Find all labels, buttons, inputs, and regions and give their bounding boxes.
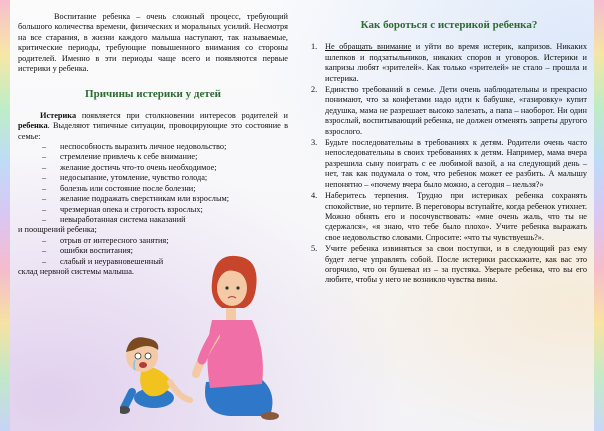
list-item: – недосыпание, утомление, чувство голода;: [42, 173, 208, 183]
causes-paragraph: [18, 111, 288, 142]
list-item: – желание подражать сверстникам или взрослым;: [42, 194, 230, 204]
mother-shoe: [261, 412, 279, 420]
mother-eye-right: [236, 286, 239, 289]
list-item: – стремление привлечь к себе внимание;: [42, 152, 198, 162]
causes-heading: Причины истерики у детей: [85, 88, 221, 101]
list-item: 3. Будьте последовательны в требованиях к детям. Родители очень часто непоследовательны в своих требованиях к детям. Например, мама вчера разрешила сыну поиграть с ее любимой вазой, а на следующий день – нет, так как подумала о том, что ребенок может ее разбить. А малышу непонятно – «почему вчера было можно, а сегодня – нельзя?»: [311, 138, 587, 189]
bullet-continuation: и поощрений ребенка;: [18, 225, 97, 235]
mother-eye-left: [225, 286, 228, 289]
list-item: – слабый и неуравновешенный: [42, 256, 164, 266]
list-item: – неспособность выразить личное недовольство;: [42, 142, 227, 152]
list-item: 5. Учите ребенка извиняться за свои поступки, и в следующий раз ему будет легче управлять собой. После истерики расскажите, как вас это огорчило, что он бушевал из – за пустяка. Уверьте ребенка, что вы его любите, чтобы у него не возникло чувства вины.: [311, 244, 587, 285]
rainbow-border-right: [594, 0, 604, 431]
causes-list: [18, 142, 288, 225]
mother-child-illustration: [120, 232, 290, 427]
list-item: – отрыв от интересного занятия;: [42, 235, 169, 245]
list-item: – чрезмерная опека и строгость взрослых;: [42, 204, 203, 214]
rainbow-border-left: [0, 0, 10, 431]
list-item: 1. Не обращать внимание и уйти во время истерик, капризов. Никаких шлепков и подзатыльников, никаких споров и уговоров. Истерики и капризы любят «зрителей». Как только «зрителей» не стало – прошла и истерика.: [311, 42, 587, 83]
causes-last-line: склад нервной системы малыша.: [18, 266, 134, 276]
list-item: – ошибки воспитания;: [42, 246, 133, 256]
methods-list: [311, 42, 587, 285]
right-column: [311, 12, 587, 287]
child-mouth-crying: [139, 362, 147, 368]
list-item: – невыработанная система наказаний: [42, 214, 186, 224]
causes-text-1: появляется при столкновении интересов родителей и: [76, 110, 288, 120]
list-item: – желание достичь что-то очень необходимое;: [42, 162, 217, 172]
causes-text-2: . Выделяют типичные ситуации, провоцирующие это состояние в семье:: [18, 121, 288, 141]
emphasis-underlined: Не обращать внимание: [325, 42, 412, 52]
child-eye-right: [145, 353, 151, 359]
list-item: – болезнь или состояние после болезни;: [42, 183, 196, 193]
causes-bold-2: ребенка: [18, 121, 48, 131]
mother-face: [217, 270, 247, 306]
list-item: 4. Наберитесь терпения. Трудно при истериках ребенка сохранять спокойствие, но терпите. В переговоры вступайте, когда ребенок утихнет. Можно обнять его и посочувствовать: «мне очень жаль, что ты не сдержался», «я знаю, что тебе было плохо». Учите ребенка выражать свое недовольство словами. Спросите: «что ты чувствуешь?».: [311, 191, 587, 242]
causes-bold-1: Истерика: [40, 110, 77, 120]
list-item: 2. Единство требований в семье. Дети очень наблюдательны и прекрасно понимают, что за конфетами надо идти к бабушке, «газировку» купит дедушка, мама не разрешает высоко залезать, а папа – наоборот. Ни один взрослый, воспитывающий ребенка, не должен отменять запреты другого взрослого.: [311, 85, 587, 136]
methods-heading: Как бороться с истерикой ребенка?: [360, 19, 538, 31]
child-leg: [124, 392, 132, 408]
intro-paragraph: Воспитание ребенка – очень сложный процесс, требующий большого количества времени, физических и моральных усилий. Несмотря на все старания, в жизни каждого малыша наступают, так называемые, критические периоды, требующие повышенного внимания со стороны родителей. Именно в эти периоды чаще всего и появляются первые истерики у ребенка.: [18, 12, 288, 74]
child-eye-left: [135, 353, 141, 359]
